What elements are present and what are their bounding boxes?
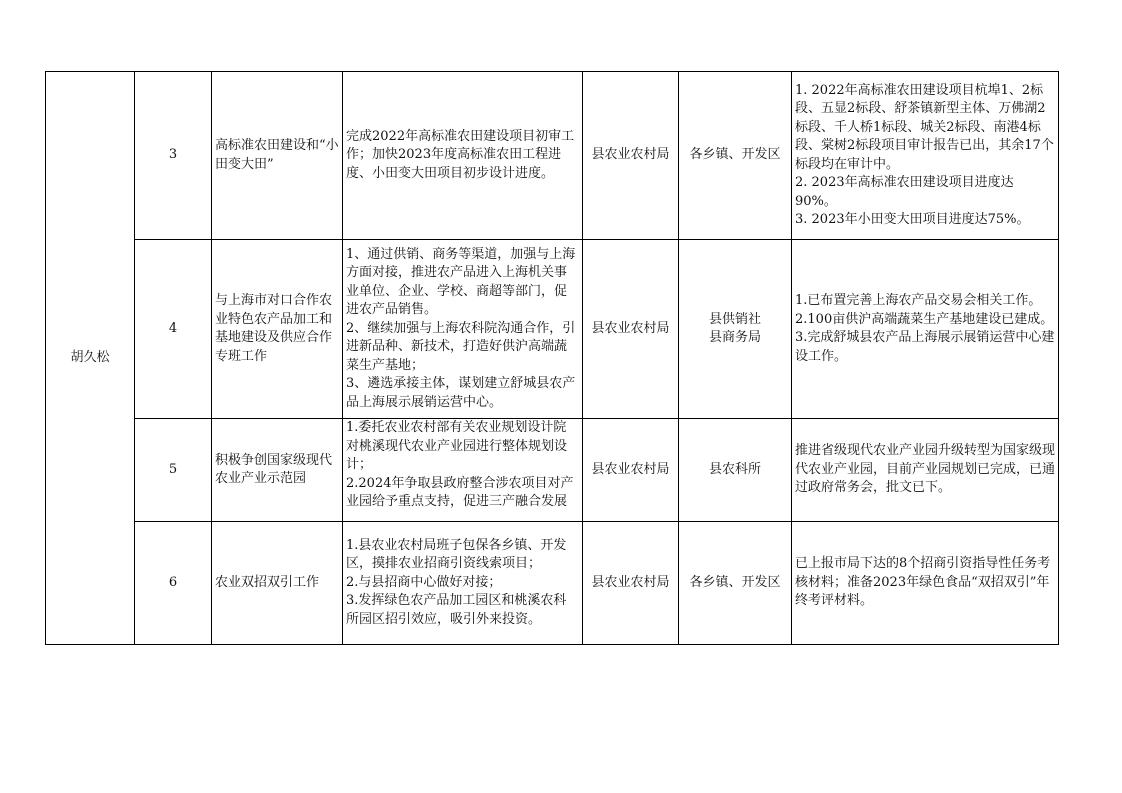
progress-line: 推进省级现代农业产业园升级转型为国家级现代农业产业园，目前产业园规划已完成，已通过政府常务会，批文已下。 xyxy=(795,443,1056,496)
content-line: 1.委托农业农村部有关农业规划设计院对桃溪现代农业产业园进行整体规划设计； xyxy=(346,420,568,472)
content-clip xyxy=(346,419,579,519)
responsible-person: 胡久松 xyxy=(70,349,110,365)
task-name: 与上海市对口合作农业特色农产品加工和基地建设及供应合作专班工作 xyxy=(212,240,343,419)
cooperating-units xyxy=(679,419,792,522)
lead-unit: 县农业农村局 xyxy=(583,522,679,645)
progress-cell xyxy=(792,419,1059,522)
task-content xyxy=(343,522,583,645)
cooperating-units xyxy=(679,240,792,419)
coop-unit: 各乡镇、开发区 xyxy=(689,147,781,163)
work-plan-table xyxy=(45,71,1059,645)
content-line: 完成2022年高标准农田建设项目初审工作；加快2023年度高标准农田工程进度、小田变大田项目初步设计进度。 xyxy=(346,128,575,181)
progress-cell xyxy=(792,522,1059,645)
progress-line: 1. 2022年高标准农田建设项目杭埠1、2标段、五显2标段、舒茶镇新型主体、万佛湖2标段、千人桥1标段、城关2标段、南港4标段、棠树2标段项目审计报告已出，其余17个标段均在审计中。 xyxy=(795,82,1054,172)
content-line: 2、继续加强与上海农科院沟通合作，引进新品种、新技术，打造好供沪高端蔬菜生产基地； xyxy=(346,320,576,373)
table-row xyxy=(46,240,1059,419)
responsible-person-cell xyxy=(46,72,135,645)
coop-unit: 县农科所 xyxy=(708,461,761,477)
task-name: 积极争创国家级现代农业产业示范园 xyxy=(212,419,343,522)
task-content xyxy=(343,72,583,240)
lead-unit: 县农业农村局 xyxy=(583,72,679,240)
content-line: 3.发挥绿色农产品加工园区和桃溪农科所园区招引效应，吸引外来投资。 xyxy=(346,593,567,627)
progress-cell xyxy=(792,72,1059,240)
task-content xyxy=(343,240,583,419)
table-row xyxy=(46,522,1059,645)
table-row xyxy=(46,419,1059,522)
progress-line: 1.已布置完善上海农产品交易会相关工作。 xyxy=(795,293,1042,308)
content-line: 3、遴选承接主体，谋划建立舒城县农产品上海展示展销运营中心。 xyxy=(346,376,576,410)
progress-cell xyxy=(792,240,1059,419)
row-number: 5 xyxy=(135,419,212,522)
coop-unit: 县商务局 xyxy=(708,330,761,345)
coop-unit: 各乡镇、开发区 xyxy=(689,574,781,590)
row-number: 6 xyxy=(135,522,212,645)
task-name: 高标准农田建设和“小田变大田” xyxy=(212,72,343,240)
cooperating-units xyxy=(679,522,792,645)
progress-line: 已上报市局下达的8个招商引资指导性任务考核材料；准备2023年绿色食品“双招双引”年终考评材料。 xyxy=(795,556,1051,609)
coop-unit: 县供销社 xyxy=(708,311,761,327)
content-line: 2.与县招商中心做好对接； xyxy=(346,574,502,590)
task-name: 农业双招双引工作 xyxy=(212,522,343,645)
row-number: 4 xyxy=(135,240,212,419)
row-number: 3 xyxy=(135,72,212,240)
progress-line: 3.完成舒城县农产品上海展示展销运营中心建设工作。 xyxy=(795,330,1055,364)
content-line: 2.2024年争取县政府整合涉农项目对产业园给予重点支持，促进三产融合发展 xyxy=(346,475,574,509)
progress-line: 3. 2023年小田变大田项目进度达75%。 xyxy=(795,212,1030,227)
table-row xyxy=(46,72,1059,240)
content-line: 1.县农业农村局班子包保各乡镇、开发区，摸排农业招商引资线索项目； xyxy=(346,537,567,572)
lead-unit: 县农业农村局 xyxy=(583,240,679,419)
content-line: 1、通过供销、商务等渠道，加强与上海方面对接，推进农产品进入上海机关事业单位、企业、学校、商超等部门，促进农产品销售。 xyxy=(346,246,576,318)
progress-line: 2.100亩供沪高端蔬菜生产基地建设已建成。 xyxy=(795,311,1054,327)
progress-line: 2. 2023年高标准农田建设项目进度达90%。 xyxy=(795,175,1014,209)
lead-unit: 县农业农村局 xyxy=(583,419,679,522)
cooperating-units xyxy=(679,72,792,240)
task-content xyxy=(343,419,583,522)
